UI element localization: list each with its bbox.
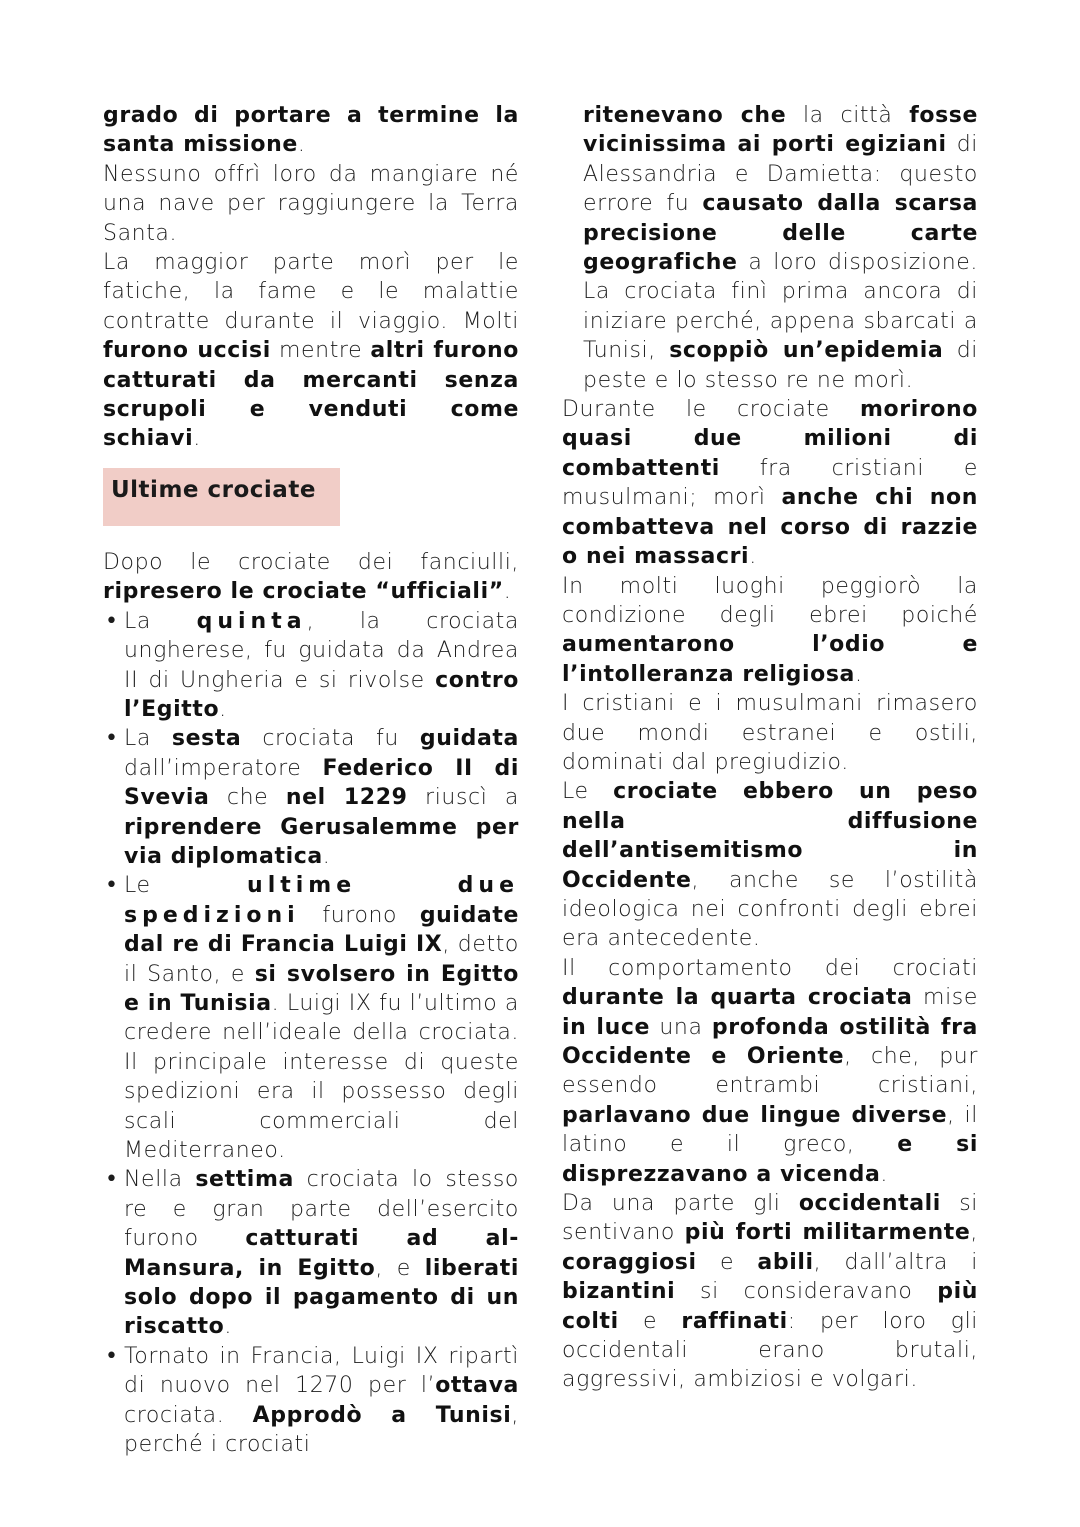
paragraph-perceptions: [562, 1189, 978, 1395]
text-span: , che, pur essendo entrambi cristiani,: [562, 1044, 978, 1099]
bold-text: raffinati: [681, 1308, 788, 1334]
text-span: la città: [786, 103, 910, 128]
text-span: fra cristiani e musulmani; morì: [562, 455, 978, 511]
text-span: .: [219, 696, 227, 722]
bold-text: furono uccisi: [103, 338, 271, 364]
text-span: Durante le crociate: [562, 397, 861, 423]
text-span: , perché i crociati: [124, 1402, 519, 1458]
bold-text: grado di portare a termine la santa missione: [103, 103, 519, 158]
text-span: Da una parte gli: [562, 1191, 799, 1217]
text-span: La: [124, 726, 172, 752]
text-span: .: [322, 843, 331, 869]
text-span: e: [696, 1249, 758, 1275]
text-span: .: [193, 426, 201, 452]
paragraph-jews: [562, 572, 978, 690]
bold-text: Approdò a Tunisi: [252, 1402, 512, 1428]
list-item-quinta: [103, 607, 519, 725]
text-span: crociata lo stesso re e gran parte dell’esercito furono: [124, 1167, 519, 1252]
bold-text: causato dalla scarsa precisione delle carte geografiche: [583, 191, 979, 276]
bold-text: contro l’Egitto: [124, 667, 519, 722]
text-span: crociata fu: [241, 726, 420, 752]
text-span: furono: [299, 902, 420, 928]
paragraph: [103, 248, 519, 454]
text-span: I cristiani e i musulmani rimasero due mondi estranei e ostili, dominati dal pregiudizio.: [562, 691, 978, 775]
text-span: In molti luoghi peggiorò la condizione degli ebrei poiché: [562, 573, 978, 628]
bold-text: occidentali: [798, 1191, 941, 1217]
list-item-settima: [103, 1165, 519, 1341]
section-heading: Ultime crociate: [103, 468, 340, 526]
bold-text: guidate dal re di Francia Luigi IX: [124, 902, 519, 958]
bold-text: catturati ad al-Mansura, in Egitto: [124, 1226, 519, 1281]
bold-text: coraggiosi: [562, 1249, 697, 1275]
text-span: .: [503, 579, 512, 605]
crusade-list: [103, 607, 519, 1460]
text-span: Nessuno offrì loro da mangiare né una nave per raggiungere la Terra Santa.: [103, 161, 519, 246]
text-span: Le: [562, 779, 614, 805]
text-span: .: [749, 544, 757, 570]
paragraph-worlds: [562, 689, 978, 777]
section-intro: [103, 548, 519, 607]
text-span: . Luigi IX fu l’ultimo a credere nell’ideale della crociata. Il principale interesse di queste spedizioni era il possesso degli scali commerciali del Mediterraneo.: [124, 990, 519, 1163]
bold-text: aumentarono l’odio e l’intolleranza religiosa: [562, 632, 978, 687]
continuation-paragraph: [562, 101, 978, 395]
bold-text: abili: [757, 1249, 814, 1275]
bold-text: in luce: [562, 1014, 650, 1040]
text-span: .: [880, 1161, 888, 1187]
paragraph-casualties: [562, 395, 978, 571]
text-span: di Alessandria e Damietta: questo errore fu: [583, 132, 978, 217]
text-span: mentre: [270, 338, 371, 364]
bold-text: nel 1229: [285, 785, 408, 811]
text-span: che: [209, 785, 286, 811]
list-item-sesta: [103, 724, 519, 871]
paragraph-fourth-crusade: [562, 954, 978, 1189]
left-column: [103, 101, 519, 1459]
text-span: si consideravano: [675, 1279, 938, 1305]
bold-text: ottava: [435, 1373, 519, 1399]
text-span: Tornato in Francia, Luigi IX ripartì di nuovo nel 1270 per l’: [124, 1343, 519, 1399]
bold-text: più forti militarmente: [684, 1220, 971, 1246]
text-span: Dopo le crociate dei fanciulli,: [103, 549, 519, 575]
list-item-ultime: [103, 871, 519, 1165]
bold-text: riprendere Gerusalemme per via diplomatica: [124, 814, 519, 869]
bold-text: settima: [195, 1167, 294, 1193]
text-span: , e: [375, 1255, 425, 1281]
text-span: riuscì a: [407, 785, 519, 811]
bold-text: fosse vicinissima ai porti egiziani: [583, 103, 978, 158]
text-span: mise: [912, 985, 978, 1011]
text-span: .: [224, 1314, 232, 1340]
text-span: , dall’altra i: [813, 1249, 978, 1275]
text-span: a loro disposizione. La crociata finì prima ancora di iniziare perché, appena sbarcati a Tunisi,: [583, 250, 978, 364]
text-span: una: [650, 1014, 712, 1040]
text-span: e: [618, 1308, 682, 1334]
bold-text: anche chi non combatteva nel corso di razzie o nei massacri: [562, 485, 978, 570]
bold-text: si svolsero in Egitto e in Tunisia: [124, 961, 519, 1016]
list-item-ottava: [103, 1342, 519, 1460]
bold-text: quinta: [196, 608, 307, 634]
bold-text: ultime due spedizioni: [124, 873, 519, 928]
text-span: Nella: [124, 1167, 196, 1193]
text-span: Il comportamento dei crociati: [562, 955, 978, 981]
bold-text: liberati solo dopo il pagamento di un riscatto: [124, 1255, 520, 1340]
text-span: , la crociata ungherese, fu guidata da Andrea II di Ungheria e si rivolse: [124, 608, 519, 693]
text-span: , detto il Santo, e: [124, 932, 519, 987]
bold-text: ritenevano che: [583, 103, 787, 128]
text-span: La maggior parte morì per le fatiche, la fame e le malattie contratte durante il viaggio. Molti: [103, 250, 519, 334]
text-span: ,: [970, 1220, 979, 1246]
text-span: La: [124, 608, 197, 634]
bold-text: durante la quarta crociata: [562, 985, 913, 1011]
text-span: .: [855, 661, 863, 687]
paragraph: [103, 160, 519, 248]
bold-text: e si disprezzavano a vicenda: [562, 1132, 978, 1187]
bold-text: morirono quasi due milioni di combattenti: [562, 397, 978, 481]
bold-text: profonda ostilità fra Occidente e Oriente: [562, 1014, 978, 1069]
text-span: si sentivano: [562, 1191, 978, 1246]
text-span: , anche se l’ostilità ideologica nei confronti degli ebrei era antecedente.: [562, 867, 978, 952]
paragraph-antisemitism: [562, 777, 978, 953]
bold-text: parlavano due lingue diverse: [562, 1102, 948, 1128]
text-span: , il latino e il greco,: [562, 1102, 978, 1158]
text-span: dall’imperatore: [124, 755, 323, 781]
bold-text: guidata: [419, 726, 519, 752]
bold-text: bizantini: [562, 1279, 676, 1305]
bold-text: sesta: [171, 726, 242, 752]
text-span: di peste e lo stesso re ne morì.: [583, 338, 978, 393]
text-span: crociata.: [124, 1402, 253, 1428]
bold-text: altri furono catturati da mercanti senza scrupoli e venduti come schiavi: [103, 338, 519, 452]
intro-paragraph: [103, 101, 519, 160]
bold-text: Federico II di Svevia: [124, 755, 519, 811]
right-column: [562, 101, 978, 1395]
bold-text: ripresero le crociate “ufficiali”: [103, 579, 504, 605]
bold-text: crociate ebbero un peso nella diffusione dell’antisemitismo in Occidente: [562, 779, 978, 893]
text-span: : per loro gli occidentali erano brutali, aggressivi, ambiziosi e volgari.: [562, 1308, 979, 1393]
bold-text: scoppiò un’epidemia: [669, 338, 944, 364]
bold-text: più colti: [562, 1279, 978, 1334]
text-span: .: [297, 132, 306, 158]
text-span: Le: [124, 873, 248, 899]
